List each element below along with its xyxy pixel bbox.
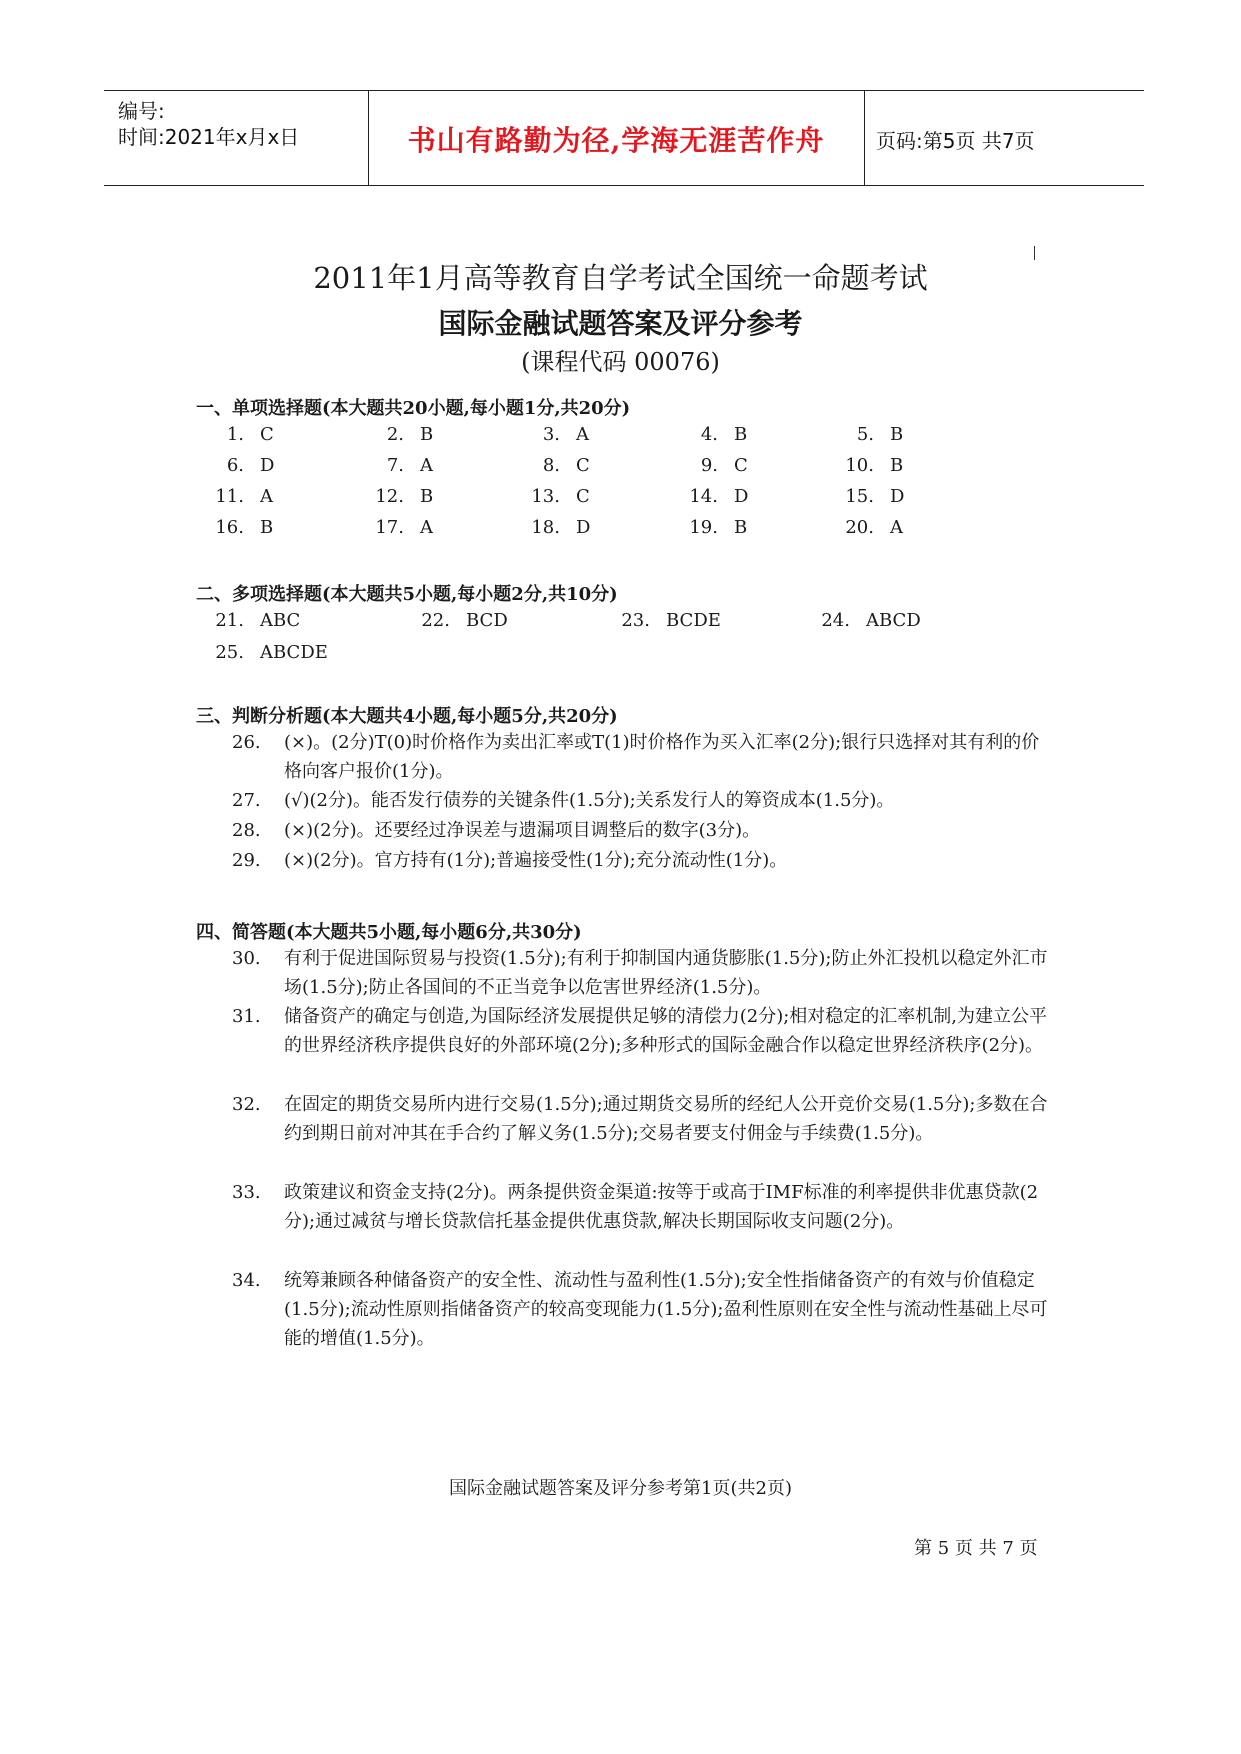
answer-letter: D [260,455,275,476]
page-info: 页码:第5页 共7页 [876,129,1035,153]
item-number: 30. [232,948,261,969]
outer-page-footer: 第 5 页 共 7 页 [914,1538,1038,1559]
multiple-choice-answer [806,610,921,631]
answer-letter: A [420,517,433,538]
item-number: 29. [232,850,261,871]
answer-letter: D [890,486,905,507]
answer-letter: B [734,517,748,538]
single-choice-answer [516,486,590,507]
single-choice-answer [674,424,747,445]
single-choice-answer [830,517,903,538]
course-code: (课程代码 00076) [521,348,720,376]
answer-letter: B [420,424,434,445]
answer-letter: B [260,517,274,538]
single-choice-answer [674,486,748,507]
single-choice-answer [200,424,274,445]
section-heading-short-answer: 四、简答题(本大题共5小题,每小题6分,共30分) [196,922,582,943]
single-choice-answer [830,486,904,507]
answer-letter: A [890,517,903,538]
section-heading-single-choice: 一、单项选择题(本大题共20小题,每小题1分,共20分) [196,398,631,419]
single-choice-answer [516,455,590,476]
question-number: 18. [531,517,560,538]
item-text: 在固定的期货交易所内进行交易(1.5分);通过期货交易所的经纪人公开竞价交易(1.5分);多数在合约到期日前对冲其在手合约了解义务(1.5分);交易者要支付佣金与手续费(1.5分)。 [284,1094,1048,1144]
answer-letter: B [890,455,904,476]
question-number: 25. [215,642,244,663]
item-number: 28. [232,820,261,841]
answer-letter: C [576,455,590,476]
single-choice-answer [360,517,433,538]
answer-letter: C [734,455,748,476]
inner-page-footer: 国际金融试题答案及评分参考第1页(共2页) [449,1478,792,1499]
item-text: 储备资产的确定与创造,为国际经济发展提供足够的清偿力(2分);相对稳定的汇率机制,为建立公平的世界经济秩序提供良好的外部环境(2分);多种形式的国际金融合作以稳定世界经济秩序(2分)。 [284,1006,1048,1056]
header-meta-cell [104,91,369,185]
exam-title: 2011年1月高等教育自学考试全国统一命题考试 [313,261,928,295]
single-choice-answer [516,517,590,538]
header-page-cell [864,91,1144,185]
single-choice-answer [674,517,747,538]
question-number: 21. [215,610,244,631]
answer-letter: C [260,424,274,445]
item-number: 27. [232,790,261,811]
item-text: 有利于促进国际贸易与投资(1.5分);有利于抑制国内通货膨胀(1.5分);防止外汇投机以稳定外汇市场(1.5分);防止各国间的不正当竞争以危害世界经济(1.5分)。 [284,948,1048,998]
question-number: 9. [700,455,718,476]
question-number: 16. [215,517,244,538]
question-number: 3. [542,424,560,445]
single-choice-answer [516,424,589,445]
question-number: 20. [845,517,874,538]
question-number: 10. [845,455,874,476]
number-label: 编号: [118,99,165,123]
item-text: (×)。(2分)T(0)时价格作为卖出汇率或T(1)时价格作为买入汇率(2分);银行只选择对其有利的价格向客户报价(1分)。 [284,732,1040,782]
single-choice-answer [200,486,273,507]
answer-letters: ABCDE [260,642,328,663]
item-text: 政策建议和资金支持(2分)。两条提供资金渠道:按等于或高于IMF标准的利率提供非优惠贷款(2分);通过减贫与增长贷款信托基金提供优惠贷款,解决长期国际收支问题(2分)。 [284,1182,1039,1232]
question-number: 2. [386,424,404,445]
answer-letter: B [420,486,434,507]
question-number: 1. [226,424,244,445]
multiple-choice-answer [200,642,328,663]
item-number: 26. [232,732,261,753]
question-number: 14. [689,486,718,507]
answer-letter: D [576,517,591,538]
item-text: 统筹兼顾各种储备资产的安全性、流动性与盈利性(1.5分);安全性指储备资产的有效与价值稳定(1.5分);流动性原则指储备资产的较高变现能力(1.5分);盈利性原则在安全性与流动性基础上尽可能的增值(1.5分)。 [284,1270,1048,1349]
item-text: (×)(2分)。官方持有(1分);普遍接受性(1分);充分流动性(1分)。 [284,850,788,871]
paper-title: 国际金融试题答案及评分参考 [438,307,803,340]
document-header [104,90,1144,186]
single-choice-answer [830,424,903,445]
single-choice-answer [830,455,903,476]
item-text: (√)(2分)。能否发行债券的关键条件(1.5分);关系发行人的筹资成本(1.5分)。 [284,790,895,811]
question-number: 5. [856,424,874,445]
answer-letter: A [576,424,589,445]
multiple-choice-answer [406,610,508,631]
question-number: 11. [215,486,244,507]
question-number: 15. [845,486,874,507]
item-text: (×)(2分)。还要经过净误差与遗漏项目调整后的数字(3分)。 [284,820,761,841]
question-number: 23. [621,610,650,631]
question-number: 13. [531,486,560,507]
section-heading-multiple-choice: 二、多项选择题(本大题共5小题,每小题2分,共10分) [196,584,618,605]
motto-text: 书山有路勤为径,学海无涯苦作舟 [407,124,825,157]
single-choice-answer [200,517,273,538]
single-choice-answer [360,455,433,476]
question-number: 8. [542,455,560,476]
answer-letter: A [420,455,433,476]
question-number: 6. [226,455,244,476]
single-choice-answer [360,486,433,507]
multiple-choice-answer [606,610,721,631]
single-choice-answer [200,455,274,476]
answer-letter: A [260,486,273,507]
answer-letters: ABC [260,610,301,631]
item-number: 34. [232,1270,261,1291]
question-number: 12. [375,486,404,507]
single-choice-answer [360,424,433,445]
question-number: 17. [375,517,404,538]
header-motto-cell [368,91,865,185]
answer-letter: B [890,424,904,445]
question-number: 24. [821,610,850,631]
answer-letter: D [734,486,749,507]
item-number: 33. [232,1182,261,1203]
question-number: 7. [386,455,404,476]
time-label: 时间:2021年x月x日 [118,125,300,149]
answer-letter: B [734,424,748,445]
section-heading-judgement: 三、判断分析题(本大题共4小题,每小题5分,共20分) [196,706,618,727]
item-number: 31. [232,1006,261,1027]
question-number: 22. [421,610,450,631]
question-number: 19. [689,517,718,538]
answer-letters: BCDE [666,610,721,631]
answer-letters: ABCD [866,610,921,631]
item-number: 32. [232,1094,261,1115]
single-choice-answer [674,455,748,476]
question-number: 4. [700,424,718,445]
multiple-choice-answer [200,610,300,631]
answer-letters: BCD [466,610,508,631]
answer-letter: C [576,486,590,507]
